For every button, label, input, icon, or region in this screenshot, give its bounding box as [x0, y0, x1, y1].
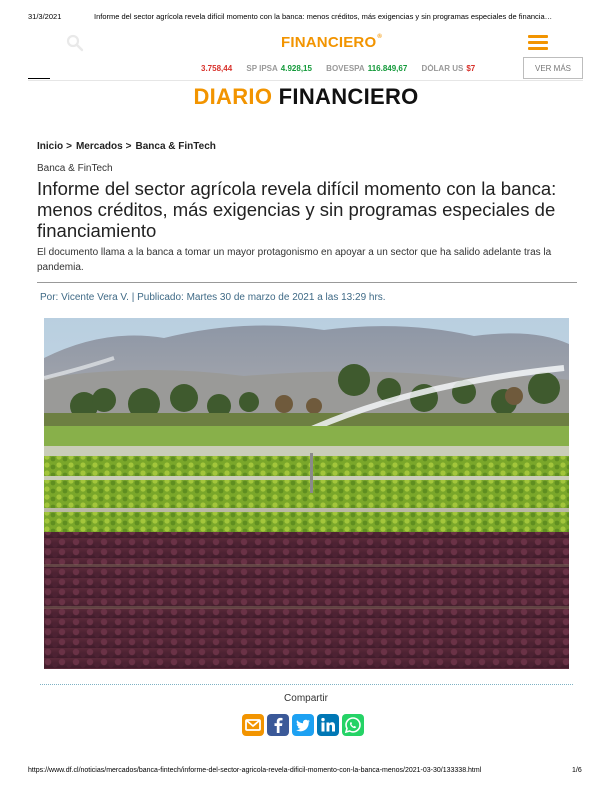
ticker-name: DÓLAR US: [421, 64, 464, 73]
hamburger-menu-icon[interactable]: [528, 35, 548, 51]
share-whatsapp-button[interactable]: [342, 714, 364, 736]
masthead-logo[interactable]: [0, 84, 612, 110]
linkedin-icon: [317, 714, 339, 736]
section-label[interactable]: Banca & FinTech: [37, 163, 113, 174]
registered-mark: ®: [377, 34, 382, 40]
ticker-value: $7: [466, 64, 476, 73]
ticker-item[interactable]: [326, 64, 407, 73]
share-facebook-button[interactable]: [267, 714, 289, 736]
share-buttons: [242, 714, 367, 738]
ticker-value: 116.849,67: [367, 64, 408, 73]
article-photo: [44, 318, 569, 669]
breadcrumb-separator: >: [125, 141, 132, 152]
site-logo-text: FINANCIERO: [281, 34, 377, 51]
print-date: 31/3/2021: [28, 12, 62, 21]
ticker-value: 4.928,15: [280, 64, 312, 73]
article-headline: Informe del sector agrícola revela difícil momento con la banca: menos créditos, más exigencias y sin programas especiales de financiamiento: [37, 178, 557, 241]
header-divider: [37, 282, 577, 283]
ticker-name: SP IPSA: [246, 64, 278, 73]
site-logo[interactable]: [281, 34, 382, 51]
ticker-name: BOVESPA: [326, 64, 365, 73]
article-byline: Por: Vicente Vera V. | Publicado: Martes 30 de marzo de 2021 a las 13:29 hrs.: [40, 292, 386, 303]
share-divider: [40, 684, 573, 685]
lettuce-field-image: [44, 318, 569, 669]
masthead-part-2: FINANCIERO: [278, 84, 419, 109]
share-email-button[interactable]: [242, 714, 264, 736]
facebook-icon: [267, 714, 289, 736]
article-subtitle: El documento llama a la banca a tomar un mayor protagonismo en apoyar a un sector que ha salido adelante tras la pandemia.: [37, 247, 552, 273]
market-ticker: [198, 64, 523, 78]
print-url: https://www.df.cl/noticias/mercados/banca-fintech/informe-del-sector-agricola-revela-dificil-momento-con-la-banca-menos/2021-03-30/133338.html: [28, 767, 482, 774]
ticker-value: 3.758,44: [201, 64, 233, 73]
share-label: Compartir: [284, 693, 328, 704]
ticker-item[interactable]: [198, 64, 232, 73]
breadcrumb-item-inicio[interactable]: Inicio: [37, 141, 64, 152]
whatsapp-icon: [342, 714, 364, 736]
ticker-divider: [28, 78, 50, 79]
search-icon[interactable]: [66, 34, 84, 52]
twitter-icon: [292, 714, 314, 736]
ticker-item[interactable]: [246, 64, 312, 73]
ticker-item[interactable]: [422, 64, 476, 73]
print-page-title: Informe del sector agrícola revela difícil momento con la banca: menos créditos, más exigencias y sin programas especiales de financia…: [94, 12, 553, 21]
breadcrumb-item-mercados[interactable]: Mercados: [75, 141, 123, 152]
breadcrumb-item-banca-fintech[interactable]: Banca & FinTech: [135, 141, 216, 152]
email-icon: [242, 714, 264, 736]
masthead-part-1: DIARIO: [193, 84, 273, 109]
print-page-number: 1/6: [572, 767, 582, 774]
share-linkedin-button[interactable]: [317, 714, 339, 736]
breadcrumb-separator: >: [66, 141, 72, 152]
ver-mas-button[interactable]: VER MÁS: [523, 57, 583, 79]
share-twitter-button[interactable]: [292, 714, 314, 736]
breadcrumb: [37, 141, 216, 152]
